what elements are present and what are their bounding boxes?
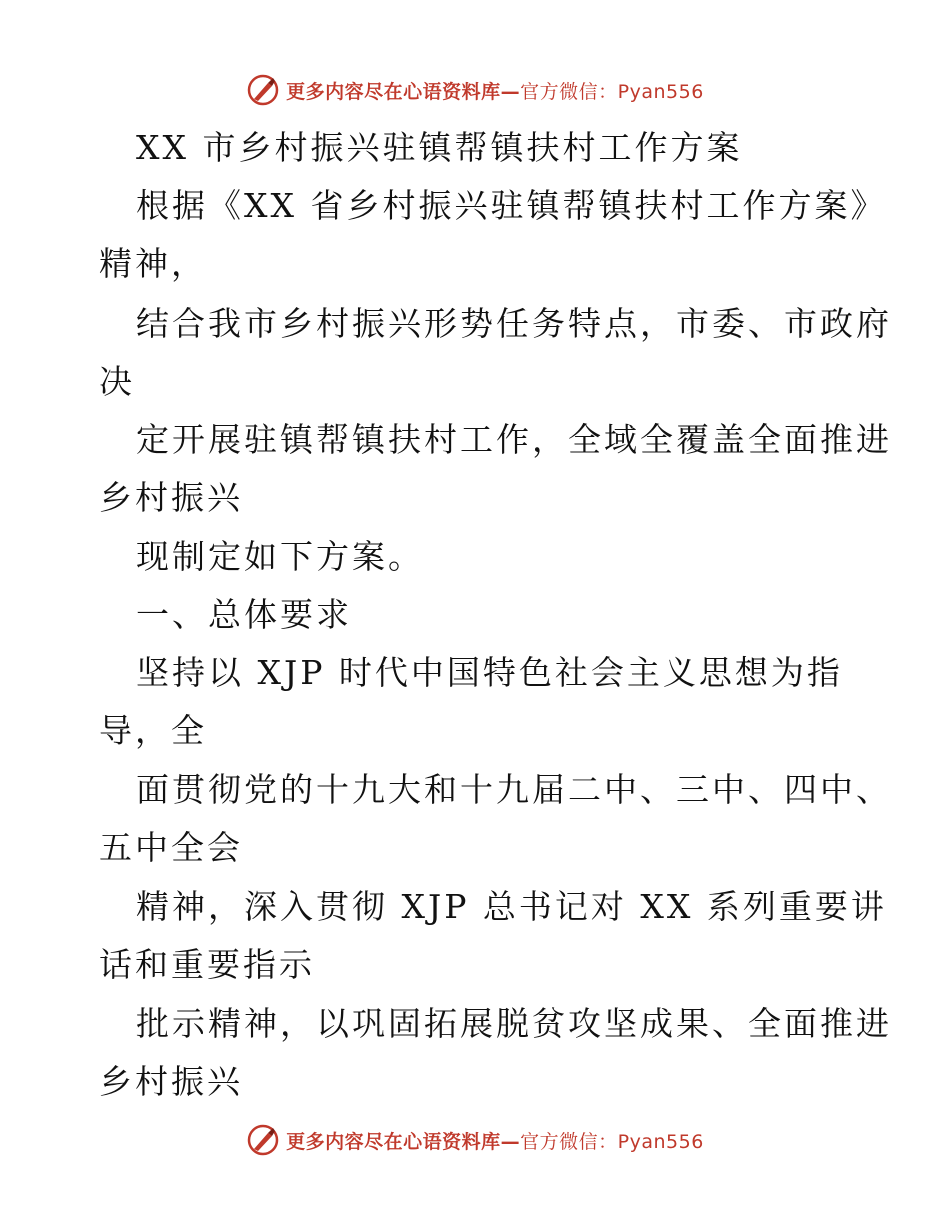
section-heading: 一、总体要求	[136, 595, 352, 634]
paragraph-line: 面贯彻党的十九大和十九届二中、三中、四中、	[136, 770, 892, 809]
paragraph-line: 根据《XX 省乡村振兴驻镇帮镇扶村工作方案》	[136, 186, 887, 225]
paragraph-line: 导，全	[99, 711, 207, 750]
paragraph-line: 坚持以 XJP 时代中国特色社会主义思想为指	[136, 653, 843, 692]
paragraph-line: 乡村振兴	[99, 478, 243, 517]
paragraph-line: 决	[99, 362, 135, 401]
paragraph-line: 话和重要指示	[99, 945, 315, 984]
header-banner-text: 更多内容尽在心语资料库—官方微信：Pyan556	[286, 80, 704, 103]
footer-banner-text: 更多内容尽在心语资料库—官方微信：Pyan556	[286, 1130, 704, 1153]
paragraph-line: 精神，	[99, 244, 207, 283]
paragraph-line: 定开展驻镇帮镇扶村工作，全域全覆盖全面推进	[136, 420, 892, 459]
header-banner	[0, 72, 950, 108]
paragraph-line: 批示精神，以巩固拓展脱贫攻坚成果、全面推进	[136, 1004, 892, 1043]
paragraph-line: 结合我市乡村振兴形势任务特点，市委、市政府	[136, 304, 892, 343]
quill-logo-icon	[246, 1123, 280, 1157]
footer-banner	[0, 1122, 950, 1158]
paragraph-line: 精神，深入贯彻 XJP 总书记对 XX 系列重要讲	[136, 887, 887, 926]
paragraph-line: 五中全会	[99, 828, 243, 867]
paragraph-line: 现制定如下方案。	[136, 537, 424, 576]
quill-logo-icon	[246, 73, 280, 107]
paragraph-line: 乡村振兴	[99, 1062, 243, 1101]
document-title: XX 市乡村振兴驻镇帮镇扶村工作方案	[136, 128, 743, 167]
